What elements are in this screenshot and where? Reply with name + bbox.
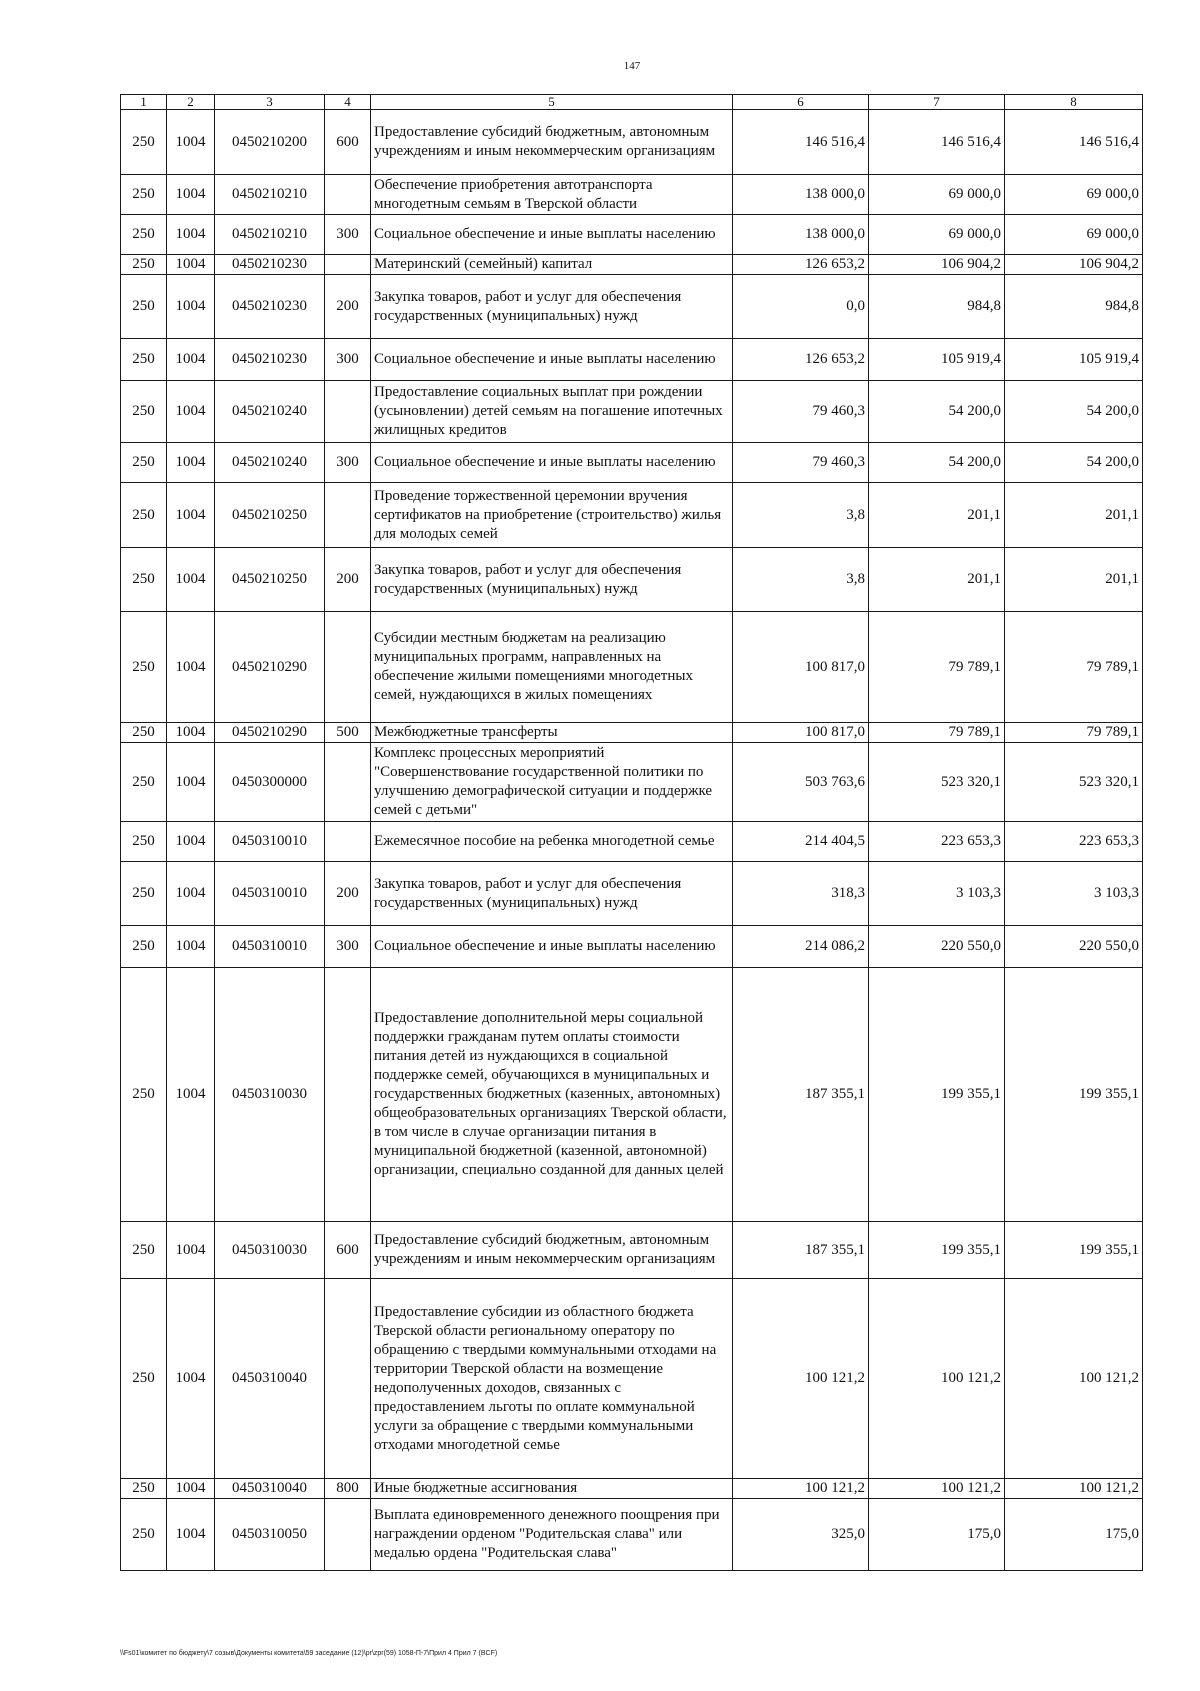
col-header-2: 2 [167,95,215,110]
col-header-4: 4 [325,95,371,110]
expense-type-code-cell [325,612,371,723]
table-row [121,483,1143,548]
table-row [121,381,1143,443]
expense-type-code-cell [325,255,371,275]
target-article-code-cell: 0450210230 [215,339,325,381]
target-article-code-cell: 0450310040 [215,1479,325,1499]
expense-type-code-cell [325,381,371,443]
section-code-cell: 250 [121,723,167,743]
subsection-code-cell: 1004 [167,612,215,723]
section-code-cell: 250 [121,822,167,862]
amount-col-8-cell: 146 516,4 [1005,110,1143,175]
amount-col-6-cell: 3,8 [733,548,869,612]
description-cell: Предоставление субсидий бюджетным, автономным учреждениям и иным некоммерческим организациям [371,1222,733,1279]
target-article-code-cell: 0450310010 [215,862,325,926]
amount-col-6-cell: 138 000,0 [733,175,869,215]
expense-type-code-cell [325,483,371,548]
amount-col-7-cell: 3 103,3 [869,862,1005,926]
subsection-code-cell: 1004 [167,275,215,339]
table-row [121,175,1143,215]
amount-col-6-cell: 146 516,4 [733,110,869,175]
subsection-code-cell: 1004 [167,926,215,968]
subsection-code-cell: 1004 [167,723,215,743]
col-header-5: 5 [371,95,733,110]
expense-type-code-cell: 200 [325,862,371,926]
table-row [121,443,1143,483]
amount-col-8-cell: 220 550,0 [1005,926,1143,968]
expense-type-code-cell [325,743,371,822]
description-cell: Предоставление социальных выплат при рождении (усыновлении) детей семьям на погашение ипотечных жилищных кредитов [371,381,733,443]
amount-col-7-cell: 223 653,3 [869,822,1005,862]
amount-col-8-cell: 100 121,2 [1005,1279,1143,1479]
section-code-cell: 250 [121,1479,167,1499]
description-cell: Комплекс процессных мероприятий "Совершенствование государственной политики по улучшению демографической ситуации и поддержке семей с детьми" [371,743,733,822]
description-cell: Иные бюджетные ассигнования [371,1479,733,1499]
description-cell: Социальное обеспечение и иные выплаты населению [371,339,733,381]
section-code-cell: 250 [121,1499,167,1571]
amount-col-7-cell: 201,1 [869,483,1005,548]
amount-col-6-cell: 79 460,3 [733,443,869,483]
table-row [121,968,1143,1222]
target-article-code-cell: 0450210240 [215,443,325,483]
amount-col-8-cell: 523 320,1 [1005,743,1143,822]
amount-col-7-cell: 100 121,2 [869,1479,1005,1499]
amount-col-8-cell: 199 355,1 [1005,1222,1143,1279]
amount-col-8-cell: 54 200,0 [1005,443,1143,483]
subsection-code-cell: 1004 [167,1222,215,1279]
amount-col-8-cell: 175,0 [1005,1499,1143,1571]
footer-file-path: \\Fs01\комитет по бюджету\7 созыв\Документы комитета\59 заседание (12)\pr\zpr(59) 1058-П-7\Прил 4 Прил 7 (BCF) [120,1650,498,1657]
description-cell: Выплата единовременного денежного поощрения при награждении орденом "Родительская слава" или медалью ордена "Родительская слава" [371,1499,733,1571]
target-article-code-cell: 0450210290 [215,723,325,743]
target-article-code-cell: 0450310040 [215,1279,325,1479]
subsection-code-cell: 1004 [167,110,215,175]
expense-type-code-cell: 800 [325,1479,371,1499]
table-row [121,1222,1143,1279]
amount-col-7-cell: 175,0 [869,1499,1005,1571]
col-header-1: 1 [121,95,167,110]
col-header-6: 6 [733,95,869,110]
expense-type-code-cell [325,1279,371,1479]
section-code-cell: 250 [121,483,167,548]
table-row [121,110,1143,175]
section-code-cell: 250 [121,215,167,255]
amount-col-6-cell: 126 653,2 [733,255,869,275]
target-article-code-cell: 0450210230 [215,275,325,339]
amount-col-6-cell: 3,8 [733,483,869,548]
subsection-code-cell: 1004 [167,822,215,862]
target-article-code-cell: 0450310010 [215,926,325,968]
description-cell: Обеспечение приобретения автотранспорта многодетным семьям в Тверской области [371,175,733,215]
subsection-code-cell: 1004 [167,862,215,926]
section-code-cell: 250 [121,1279,167,1479]
table-row [121,255,1143,275]
amount-col-6-cell: 100 817,0 [733,723,869,743]
target-article-code-cell: 0450210210 [215,175,325,215]
amount-col-7-cell: 984,8 [869,275,1005,339]
amount-col-8-cell: 3 103,3 [1005,862,1143,926]
expense-type-code-cell: 300 [325,443,371,483]
description-cell: Закупка товаров, работ и услуг для обеспечения государственных (муниципальных) нужд [371,548,733,612]
amount-col-7-cell: 54 200,0 [869,443,1005,483]
amount-col-8-cell: 69 000,0 [1005,215,1143,255]
section-code-cell: 250 [121,612,167,723]
description-cell: Предоставление дополнительной меры социальной поддержки гражданам путем оплаты стоимости питания детей из нуждающихся в социальной поддержке семей, обучающихся в муниципальных и государственных бюджетных (казенных, автономных) общеобразовательных организациях Тверской области, в том числе в случае организации питания в муниципальной бюджетной (казенной, автономной) организации, специально созданной для данных целей [371,968,733,1222]
amount-col-8-cell: 79 789,1 [1005,612,1143,723]
table-row [121,1479,1143,1499]
amount-col-8-cell: 223 653,3 [1005,822,1143,862]
table-row [121,822,1143,862]
description-cell: Закупка товаров, работ и услуг для обеспечения государственных (муниципальных) нужд [371,275,733,339]
subsection-code-cell: 1004 [167,255,215,275]
expense-type-code-cell: 600 [325,110,371,175]
target-article-code-cell: 0450210200 [215,110,325,175]
description-cell: Предоставление субсидий бюджетным, автономным учреждениям и иным некоммерческим организациям [371,110,733,175]
description-cell: Ежемесячное пособие на ребенка многодетной семье [371,822,733,862]
col-header-3: 3 [215,95,325,110]
table-row [121,743,1143,822]
description-cell: Предоставление субсидии из областного бюджета Тверской области региональному оператору по обращению с твердыми коммунальными отходами на территории Тверской области на возмещение недополученных доходов, связанных с предоставлением льготы по оплате коммунальной услуги за обращение с твердыми коммунальными отходами многодетной семье [371,1279,733,1479]
amount-col-8-cell: 54 200,0 [1005,381,1143,443]
header-row [121,95,1143,110]
amount-col-6-cell: 79 460,3 [733,381,869,443]
amount-col-8-cell: 984,8 [1005,275,1143,339]
amount-col-6-cell: 0,0 [733,275,869,339]
subsection-code-cell: 1004 [167,443,215,483]
amount-col-6-cell: 187 355,1 [733,968,869,1222]
amount-col-8-cell: 79 789,1 [1005,723,1143,743]
description-cell: Закупка товаров, работ и услуг для обеспечения государственных (муниципальных) нужд [371,862,733,926]
description-cell: Межбюджетные трансферты [371,723,733,743]
description-cell: Социальное обеспечение и иные выплаты населению [371,443,733,483]
amount-col-7-cell: 54 200,0 [869,381,1005,443]
amount-col-7-cell: 220 550,0 [869,926,1005,968]
table-row [121,275,1143,339]
expense-type-code-cell: 600 [325,1222,371,1279]
amount-col-7-cell: 199 355,1 [869,968,1005,1222]
expense-type-code-cell: 300 [325,926,371,968]
expense-type-code-cell: 300 [325,215,371,255]
amount-col-8-cell: 201,1 [1005,548,1143,612]
subsection-code-cell: 1004 [167,1499,215,1571]
amount-col-7-cell: 105 919,4 [869,339,1005,381]
amount-col-7-cell: 79 789,1 [869,723,1005,743]
amount-col-6-cell: 100 121,2 [733,1279,869,1479]
expense-type-code-cell: 300 [325,339,371,381]
target-article-code-cell: 0450210240 [215,381,325,443]
description-cell: Материнский (семейный) капитал [371,255,733,275]
col-header-7: 7 [869,95,1005,110]
subsection-code-cell: 1004 [167,548,215,612]
expense-type-code-cell [325,175,371,215]
subsection-code-cell: 1004 [167,339,215,381]
target-article-code-cell: 0450210210 [215,215,325,255]
page-number: 147 [623,60,641,72]
amount-col-8-cell: 105 919,4 [1005,339,1143,381]
amount-col-7-cell: 69 000,0 [869,175,1005,215]
table-row [121,1279,1143,1479]
budget-table [120,94,1143,1571]
target-article-code-cell: 0450210250 [215,548,325,612]
table-row [121,862,1143,926]
amount-col-6-cell: 325,0 [733,1499,869,1571]
target-article-code-cell: 0450300000 [215,743,325,822]
amount-col-8-cell: 69 000,0 [1005,175,1143,215]
expense-type-code-cell [325,1499,371,1571]
amount-col-6-cell: 138 000,0 [733,215,869,255]
subsection-code-cell: 1004 [167,483,215,548]
subsection-code-cell: 1004 [167,175,215,215]
amount-col-6-cell: 503 763,6 [733,743,869,822]
section-code-cell: 250 [121,175,167,215]
amount-col-7-cell: 201,1 [869,548,1005,612]
description-cell: Проведение торжественной церемонии вручения сертификатов на приобретение (строительство) жилья для молодых семей [371,483,733,548]
table-row [121,1499,1143,1571]
section-code-cell: 250 [121,275,167,339]
amount-col-6-cell: 187 355,1 [733,1222,869,1279]
section-code-cell: 250 [121,1222,167,1279]
section-code-cell: 250 [121,968,167,1222]
table-row [121,548,1143,612]
subsection-code-cell: 1004 [167,215,215,255]
target-article-code-cell: 0450210230 [215,255,325,275]
subsection-code-cell: 1004 [167,968,215,1222]
amount-col-7-cell: 69 000,0 [869,215,1005,255]
description-cell: Социальное обеспечение и иные выплаты населению [371,926,733,968]
expense-type-code-cell [325,822,371,862]
section-code-cell: 250 [121,743,167,822]
amount-col-7-cell: 79 789,1 [869,612,1005,723]
amount-col-8-cell: 199 355,1 [1005,968,1143,1222]
expense-type-code-cell [325,968,371,1222]
section-code-cell: 250 [121,548,167,612]
table-row [121,612,1143,723]
amount-col-7-cell: 199 355,1 [869,1222,1005,1279]
target-article-code-cell: 0450310030 [215,968,325,1222]
target-article-code-cell: 0450310010 [215,822,325,862]
amount-col-8-cell: 201,1 [1005,483,1143,548]
amount-col-6-cell: 214 404,5 [733,822,869,862]
subsection-code-cell: 1004 [167,1479,215,1499]
description-cell: Субсидии местным бюджетам на реализацию муниципальных программ, направленных на обеспечение жилыми помещениями многодетных семей, нуждающихся в жилых помещениях [371,612,733,723]
expense-type-code-cell: 200 [325,275,371,339]
table-row [121,215,1143,255]
subsection-code-cell: 1004 [167,1279,215,1479]
col-header-8: 8 [1005,95,1143,110]
amount-col-7-cell: 146 516,4 [869,110,1005,175]
section-code-cell: 250 [121,381,167,443]
expense-type-code-cell: 200 [325,548,371,612]
section-code-cell: 250 [121,862,167,926]
target-article-code-cell: 0450310030 [215,1222,325,1279]
expense-type-code-cell: 500 [325,723,371,743]
amount-col-7-cell: 100 121,2 [869,1279,1005,1479]
table-row [121,926,1143,968]
amount-col-7-cell: 106 904,2 [869,255,1005,275]
section-code-cell: 250 [121,443,167,483]
amount-col-6-cell: 100 817,0 [733,612,869,723]
section-code-cell: 250 [121,339,167,381]
target-article-code-cell: 0450310050 [215,1499,325,1571]
amount-col-8-cell: 106 904,2 [1005,255,1143,275]
section-code-cell: 250 [121,926,167,968]
section-code-cell: 250 [121,255,167,275]
amount-col-6-cell: 318,3 [733,862,869,926]
target-article-code-cell: 0450210290 [215,612,325,723]
amount-col-6-cell: 214 086,2 [733,926,869,968]
subsection-code-cell: 1004 [167,381,215,443]
amount-col-8-cell: 100 121,2 [1005,1479,1143,1499]
amount-col-6-cell: 126 653,2 [733,339,869,381]
subsection-code-cell: 1004 [167,743,215,822]
target-article-code-cell: 0450210250 [215,483,325,548]
amount-col-6-cell: 100 121,2 [733,1479,869,1499]
description-cell: Социальное обеспечение и иные выплаты населению [371,215,733,255]
table-row [121,339,1143,381]
table-row [121,723,1143,743]
amount-col-7-cell: 523 320,1 [869,743,1005,822]
section-code-cell: 250 [121,110,167,175]
